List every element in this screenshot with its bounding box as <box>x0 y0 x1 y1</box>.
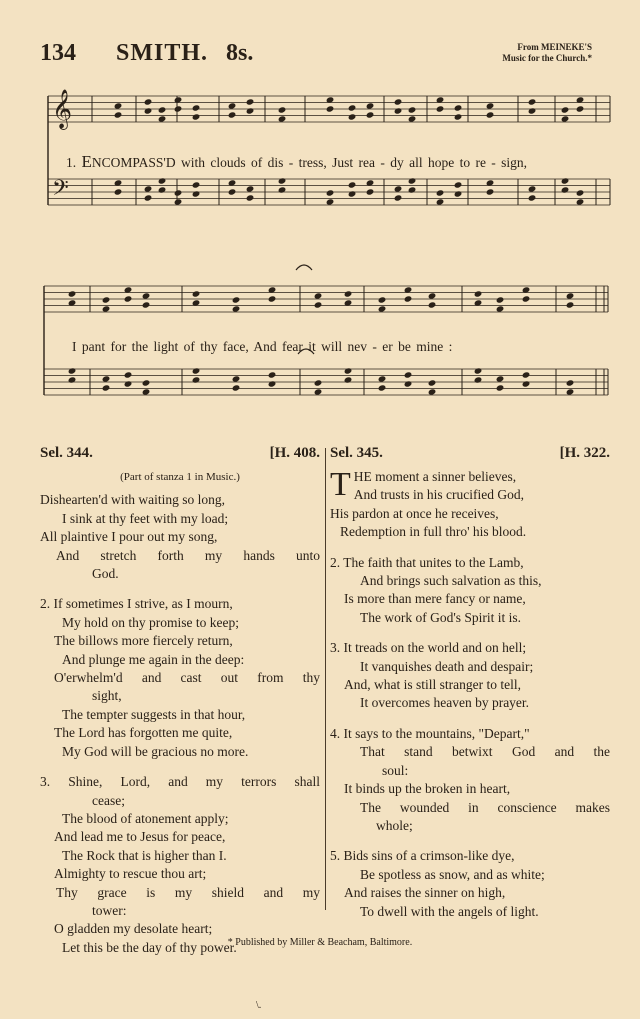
note-head <box>102 296 111 303</box>
stanza-1 <box>40 491 320 583</box>
note-head <box>192 376 201 383</box>
note-head <box>314 292 323 299</box>
verse-line: Dishearten'd with waiting so long, <box>40 492 226 508</box>
verse-line: The work of God's Spirit it is. <box>360 609 522 625</box>
note-head <box>144 185 153 192</box>
note-head <box>561 106 570 113</box>
verse-line: cease; <box>92 792 125 808</box>
verse-line: 5. Bids sins of a crimson-like dye, <box>330 848 515 864</box>
note-head <box>246 194 255 201</box>
note-head <box>68 376 77 383</box>
note-head <box>144 194 153 201</box>
note-head <box>114 111 123 118</box>
hymn-344 <box>40 444 320 969</box>
note-head <box>326 189 335 196</box>
verse-line: To dwell with the angels of light. <box>360 903 539 919</box>
note-head <box>268 295 277 302</box>
note-head <box>576 189 585 196</box>
note-head <box>394 194 403 201</box>
source-attribution <box>502 42 592 64</box>
note-head <box>454 181 463 188</box>
hymnal-reference: [H. 408. <box>269 445 320 461</box>
verse-line: And trusts in his crucified God, <box>353 487 525 503</box>
note-head <box>158 177 167 184</box>
note-head <box>246 98 255 105</box>
note-head <box>378 296 387 303</box>
note-head <box>174 105 183 112</box>
verse-line: 2. If sometimes I strive, as I mourn, <box>40 596 233 612</box>
verse-line: The wounded in conscience makes <box>360 799 610 815</box>
note-head <box>561 177 570 184</box>
verse-line: sight, <box>92 688 122 704</box>
note-head <box>192 104 201 111</box>
verse-line: 3. Shine, Lord, and my terrors shall <box>40 774 320 790</box>
verse-line: It overcomes heaven by prayer. <box>360 695 530 711</box>
drop-cap: T <box>330 466 351 503</box>
note-head <box>142 388 151 395</box>
note-head <box>528 98 537 105</box>
note-head <box>496 384 505 391</box>
treble-clef: 𝄞 <box>52 89 73 129</box>
note-head <box>561 115 570 122</box>
note-head <box>486 188 495 195</box>
verse-line: 2. The faith that unites to the Lamb, <box>330 554 524 570</box>
verse-line: Redemption in full thro' his blood. <box>340 524 527 540</box>
verse-line: My God will be gracious no more. <box>62 743 249 759</box>
note-head <box>394 107 403 114</box>
note-head <box>174 189 183 196</box>
note-head <box>232 375 241 382</box>
stanza-1 <box>330 468 610 542</box>
note-head <box>528 107 537 114</box>
verse-line: Thy grace is my shield and my <box>56 884 320 900</box>
note-head <box>278 177 287 184</box>
verse-line: And lead me to Jesus for peace, <box>54 829 226 845</box>
column-divider <box>325 448 326 910</box>
note-head <box>348 104 357 111</box>
note-head <box>192 113 201 120</box>
note-head <box>314 301 323 308</box>
tune-name: SMITH. <box>116 40 209 66</box>
note-head <box>158 115 167 122</box>
note-head <box>326 198 335 205</box>
verse-line: God. <box>92 566 119 582</box>
note-head <box>246 185 255 192</box>
meter: 8s. <box>226 40 254 66</box>
note-head <box>174 198 183 205</box>
note-head <box>232 296 241 303</box>
bass-clef: 𝄢 <box>52 176 69 206</box>
note-head <box>408 177 417 184</box>
verse-line: HE moment a sinner believes, <box>353 469 517 484</box>
note-head <box>268 380 277 387</box>
note-head <box>366 188 375 195</box>
page-number: 134 <box>40 40 76 66</box>
fermata <box>296 265 312 270</box>
note-head <box>278 115 287 122</box>
note-head <box>366 111 375 118</box>
note-head <box>408 115 417 122</box>
verse-line: I sink at thy feet with my load; <box>62 510 229 526</box>
verse-line: It vanquishes death and despair; <box>360 658 534 674</box>
note-head <box>454 113 463 120</box>
stanza-4 <box>330 725 610 835</box>
note-head <box>378 305 387 312</box>
stanza-number: 1. <box>66 155 77 170</box>
verse-line: The tempter suggests in that hour, <box>62 706 246 722</box>
page-header <box>40 40 600 70</box>
source-line-1: From MEINEKE'S <box>517 42 592 52</box>
note-head <box>102 384 111 391</box>
note-head <box>428 379 437 386</box>
verse-line: whole; <box>376 817 413 833</box>
note-head <box>232 384 241 391</box>
note-head <box>394 98 403 105</box>
verse-line: My hold on thy promise to keep; <box>62 614 239 630</box>
note-head <box>566 388 575 395</box>
note-head <box>496 375 505 382</box>
verse-line: Let this be the day of thy power. <box>62 939 237 955</box>
verse-line: 3. It treads on the world and on hell; <box>330 640 527 656</box>
note-head <box>192 181 201 188</box>
note-head <box>454 104 463 111</box>
note-head <box>278 106 287 113</box>
verse-line: Is more than mere fancy or name, <box>344 591 526 607</box>
note-head <box>68 290 77 297</box>
verse-line: The blood of atonement apply; <box>62 810 229 826</box>
verse-line: And brings such salvation as this, <box>360 573 542 589</box>
note-head <box>68 367 77 374</box>
verse-line: And raises the sinner on high, <box>344 885 506 901</box>
hymn-345-heading <box>330 444 610 466</box>
note-head <box>408 186 417 193</box>
note-head <box>366 102 375 109</box>
note-head <box>436 105 445 112</box>
verse-line: The billows more fiercely return, <box>54 633 233 649</box>
note-head <box>528 194 537 201</box>
note-head <box>522 380 531 387</box>
note-head <box>404 295 413 302</box>
verse-line: The Lord has forgotten me quite, <box>54 725 233 741</box>
note-head <box>404 371 413 378</box>
note-head <box>326 105 335 112</box>
verse-line: And stretch forth my hands unto <box>56 547 320 563</box>
note-head <box>576 198 585 205</box>
note-head <box>566 292 575 299</box>
note-head <box>314 379 323 386</box>
stanza-3 <box>330 639 610 713</box>
note-head <box>192 367 201 374</box>
note-head <box>228 102 237 109</box>
note-head <box>246 107 255 114</box>
note-head <box>158 106 167 113</box>
lyric-text-1: NCOMPASS'D with clouds of dis - tress, Just rea - dy all hope to re - sign, <box>91 155 528 170</box>
note-head <box>278 186 287 193</box>
verse-line: The Rock that is higher than I. <box>62 847 227 863</box>
note-head <box>192 290 201 297</box>
source-line-2: Music for the Church.* <box>502 53 592 63</box>
note-head <box>404 380 413 387</box>
note-head <box>576 105 585 112</box>
lyric-initial: E <box>81 152 92 171</box>
hymnal-reference: [H. 322. <box>559 445 610 461</box>
verse-line: And, what is still stranger to tell, <box>344 677 521 693</box>
selection-number: Sel. 344. <box>40 445 93 461</box>
note-head <box>561 186 570 193</box>
note-head <box>496 296 505 303</box>
note-head <box>378 384 387 391</box>
selection-number: Sel. 345. <box>330 445 383 461</box>
verse-line: His pardon at once he receives, <box>330 505 499 521</box>
note-head <box>474 290 483 297</box>
verse-line: Almighty to rescue thou art; <box>54 866 207 882</box>
note-head <box>102 375 111 382</box>
hymn-345 <box>330 444 610 933</box>
note-head <box>486 102 495 109</box>
note-head <box>124 371 133 378</box>
note-head <box>436 198 445 205</box>
stanza-5 <box>330 847 610 921</box>
note-head <box>344 367 353 374</box>
note-head <box>144 107 153 114</box>
note-head <box>522 371 531 378</box>
verse-line: 4. It says to the mountains, "Depart," <box>330 725 530 741</box>
note-head <box>474 367 483 374</box>
verse-line: tower: <box>92 902 127 918</box>
note-head <box>436 189 445 196</box>
verse-line: That stand betwixt God and the <box>360 744 610 760</box>
signature-mark: \. <box>256 1000 262 1011</box>
note-head <box>158 186 167 193</box>
verse-line: soul: <box>382 762 409 778</box>
verse-line: O gladden my desolate heart; <box>54 921 213 937</box>
note-head <box>114 188 123 195</box>
note-head <box>142 292 151 299</box>
note-head <box>142 379 151 386</box>
note-head <box>486 111 495 118</box>
note-head <box>474 376 483 383</box>
note-head <box>124 295 133 302</box>
verse-line: It binds up the broken in heart, <box>344 781 511 797</box>
lyric-line-2: I pant for the light of thy face, And fear it will nev - er be mine : <box>72 339 453 354</box>
note-head <box>314 388 323 395</box>
note-head <box>102 305 111 312</box>
note-head <box>114 102 123 109</box>
verse-line: Be spotless as snow, and as white; <box>360 866 545 882</box>
note-head <box>144 98 153 105</box>
verse-line: O'erwhelm'd and cast out from thy <box>54 670 320 686</box>
hymn-344-heading <box>40 444 320 466</box>
note-head <box>192 190 201 197</box>
note-head <box>428 388 437 395</box>
stanza-2 <box>330 554 610 628</box>
note-head <box>348 113 357 120</box>
note-head <box>528 185 537 192</box>
note-head <box>566 301 575 308</box>
note-head <box>522 295 531 302</box>
note-head <box>228 111 237 118</box>
note-head <box>348 181 357 188</box>
note-head <box>344 290 353 297</box>
note-head <box>142 301 151 308</box>
note-head <box>268 371 277 378</box>
note-head <box>228 188 237 195</box>
note-head <box>348 190 357 197</box>
note-head <box>496 305 505 312</box>
note-head <box>344 376 353 383</box>
note-head <box>428 292 437 299</box>
note-head <box>378 375 387 382</box>
publisher-footnote: * Published by Miller & Beacham, Baltimore. <box>227 937 413 948</box>
note-head <box>428 301 437 308</box>
stanza-2 <box>40 595 320 761</box>
lyric-line-1 <box>66 152 527 172</box>
music-system-2 <box>0 256 640 416</box>
note-head <box>232 305 241 312</box>
verse-line: All plaintive I pour out my song, <box>40 529 218 545</box>
note-head <box>566 379 575 386</box>
note-head <box>124 380 133 387</box>
note-head <box>408 106 417 113</box>
stanza-note: (Part of stanza 1 in Music.) <box>120 471 240 483</box>
verse-line: And plunge me again in the deep: <box>62 651 245 667</box>
note-head <box>394 185 403 192</box>
stanza-3 <box>40 773 320 957</box>
note-head <box>454 190 463 197</box>
